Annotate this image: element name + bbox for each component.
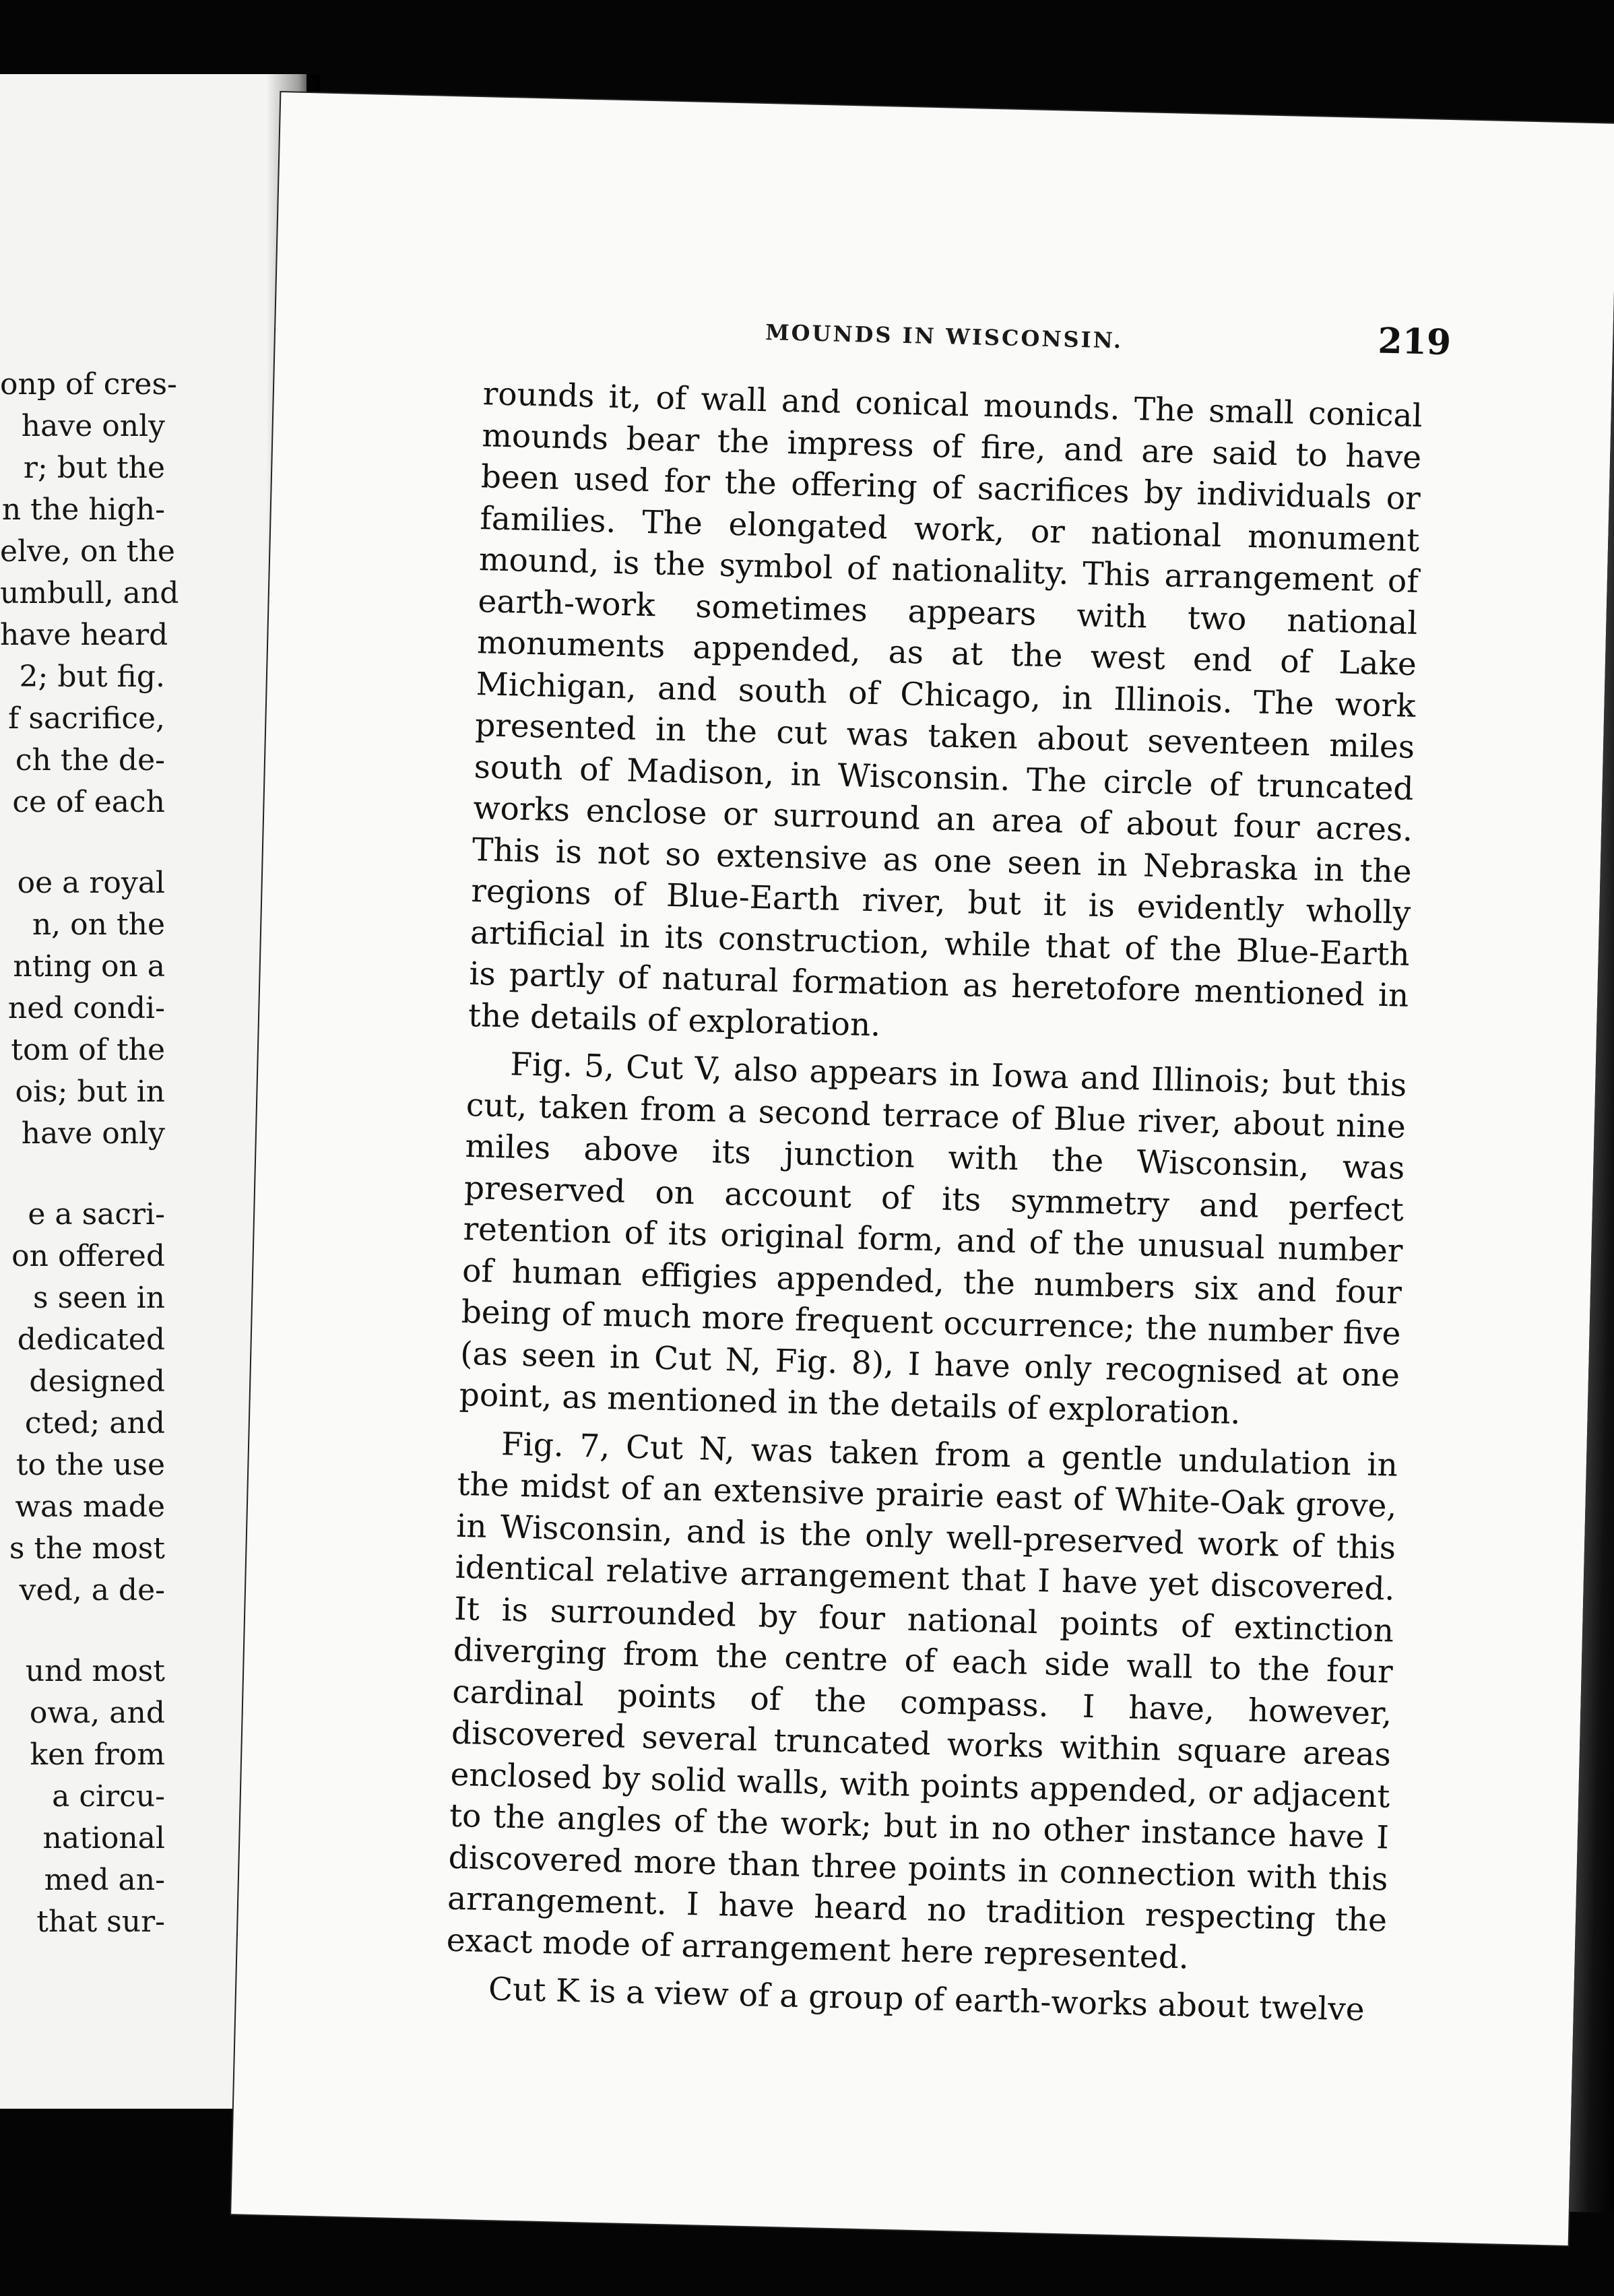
paragraph: Cut K is a view of a group of earth-works about twelve [488, 1971, 1365, 2029]
facing-line: ved, a de- [19, 1573, 165, 1607]
facing-line: designed [29, 1364, 165, 1399]
facing-line: f sacrifice, [8, 701, 165, 736]
facing-line: ned condi- [7, 991, 165, 1025]
facing-line: a circu- [52, 1779, 165, 1814]
facing-line: n, on the [32, 907, 165, 942]
facing-line: elve, on the [0, 534, 175, 569]
paragraph: Fig. 7, Cut N, was taken from a gentle undulation in the midst of an extensive prairie east of White-Oak grove, in Wisconsin, and is the only well-preserved work of this identical relative arrangement that I have yet discovered. It is surrounded by four national points of extinction diverging from the centre of each side wall to the four cardinal points of the compass. I have, however, discovered several truncated works within square areas enclosed by solid walls, with points appended, or adjacent to the angles of the work; but in no other instance have I discovered more than three points in connection with this arrangement. I have heard no tradition respecting the exact mode of arrangement here represented. [446, 1425, 1398, 1977]
page-number: 219 [1377, 320, 1452, 364]
running-head: MOUNDS IN WISCONSIN. [765, 319, 1124, 354]
facing-line: have heard [0, 618, 168, 652]
facing-line: e a sacri- [28, 1197, 165, 1232]
paragraph: rounds it, of wall and conical mounds. The small conical mounds bear the impress of fire, and are said to have been used for the offering of sacrifices by individuals or families. The elongated work, or national monument mound, is the symbol of nationality. This arrangement of earth-work sometimes appears with two national monuments appended, as at the west end of Lake Michigan, and south of Chicago, in Illinois. The work presented in the cut was taken about seventeen miles south of Madison, in Wisconsin. The circle of truncated works enclose or surround an area of about four acres. This is not so extensive as one seen in Nebraska in the regions of Blue-Earth river, but it is evidently wholly artificial in its construction, while that of the Blue-Earth is partly of natural formation as heretofore mentioned in the details of exploration. [467, 375, 1423, 1044]
facing-line: umbull, and [0, 576, 179, 610]
facing-line: was made [15, 1490, 165, 1524]
facing-line: that sur- [36, 1905, 165, 1939]
facing-line: n the high- [1, 492, 165, 527]
body-text [445, 373, 1423, 2031]
paragraph: Fig. 5, Cut V, also appears in Iowa and Illinois; but this cut, taken from a second terrace of Blue river, about nine miles above its junction with the Wisconsin, was preserved on account of its symmetry and perfect retention of its original form, and of the unusual number of human effigies appended, the numbers six and four being of much more frequent occurrence; the number five (as seen in Cut N, Fig. 8), I have only recognised at one point, as mentioned in the details of exploration. [459, 1046, 1407, 1432]
facing-line: dedicated [17, 1322, 165, 1357]
facing-line: have only [21, 409, 165, 443]
facing-line: ken from [30, 1737, 165, 1772]
facing-line: have only [21, 1116, 165, 1151]
facing-line: s the most [9, 1531, 165, 1566]
page-edge-shadow [1569, 178, 1614, 2213]
facing-line: onp of cres- [0, 367, 177, 402]
facing-line: r; but the [23, 451, 165, 485]
facing-line: on offered [11, 1239, 165, 1273]
facing-line: ois; but in [15, 1075, 165, 1109]
book-page [231, 92, 1614, 2245]
facing-line: oe a royal [17, 866, 165, 900]
facing-line: med an- [44, 1863, 165, 1897]
facing-line: tom of the [11, 1033, 165, 1067]
facing-line: national [42, 1821, 165, 1855]
facing-line: ch the de- [15, 743, 165, 777]
facing-line: 2; but fig. [19, 660, 165, 694]
facing-line: cted; and [24, 1406, 165, 1440]
facing-line: s seen in [33, 1281, 165, 1315]
facing-line: ce of each [12, 785, 165, 819]
facing-line: to the use [15, 1448, 165, 1482]
facing-line: owa, and [29, 1696, 165, 1730]
facing-line: nting on a [13, 949, 165, 984]
facing-line: und most [25, 1654, 165, 1688]
